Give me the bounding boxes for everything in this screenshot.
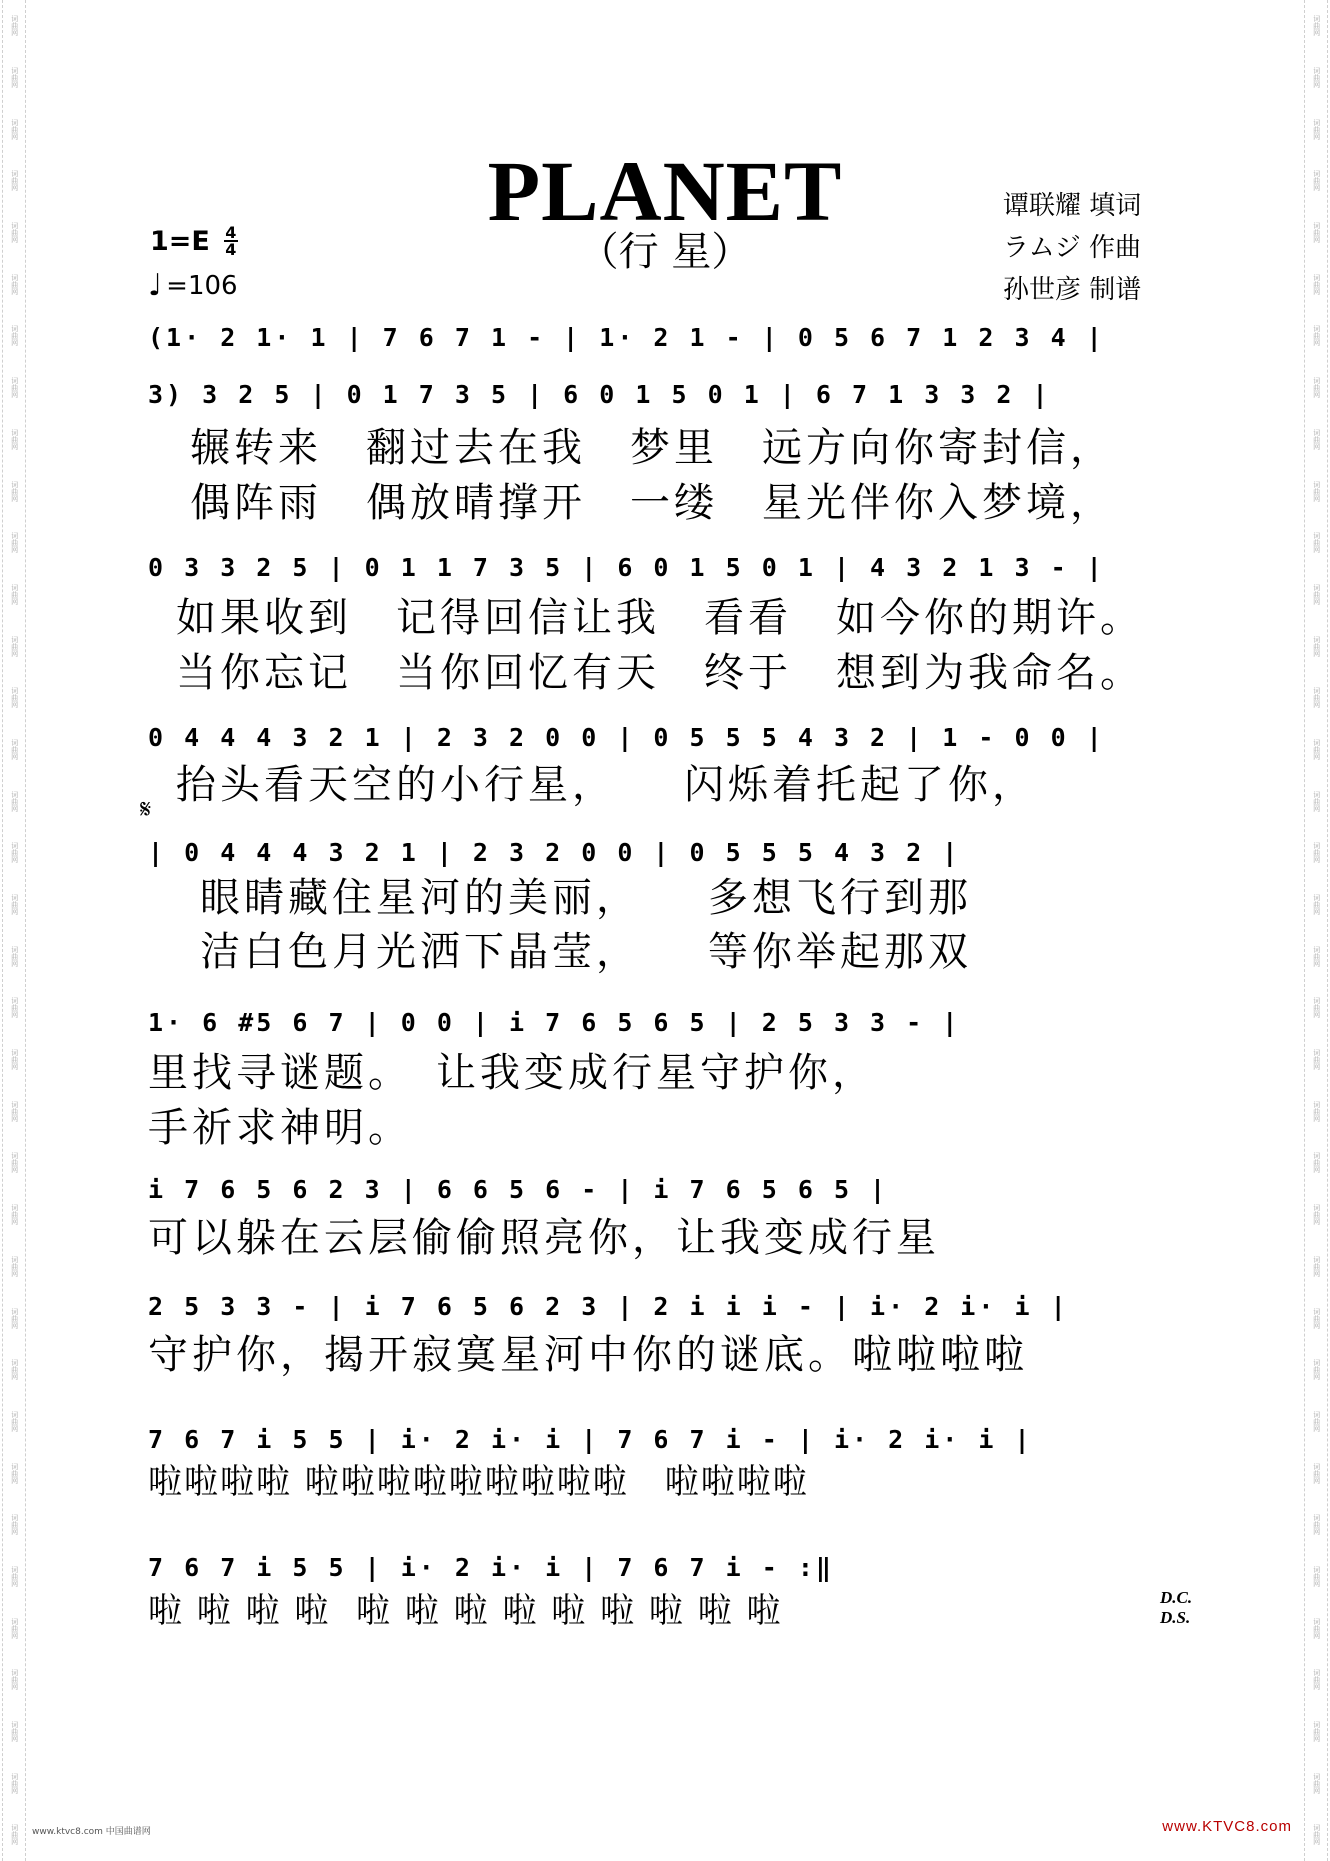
score-notes-line-3: 0 3 3 2 5 | 0 1 1 7 3 5 | 6 0 1 5 0 1 | 4 3 2 1 3 - |	[148, 553, 1105, 582]
right-watermark-strip: 词曲网 词曲网 词曲网 词曲网 词曲网 词曲网 词曲网 词曲网 词曲网 词曲网 词曲网 词曲网 词曲网 词曲网 词曲网 词曲网 词曲网 词曲网 词曲网 词曲网 词曲网 词曲网 词曲网 词曲网 词曲网 词曲网 词曲网 词曲网 词曲网 词曲网 词曲网 词曲网 词曲网 词曲网 词曲网 词曲网	[1304, 0, 1328, 1861]
song-title: PLANET	[487, 143, 843, 239]
ds-label: D.S.	[1160, 1608, 1191, 1627]
lyric-line-6a: 里找寻谜题。 让我变成行星守护你，	[148, 1050, 876, 1096]
score-notes-line-9: 7 6 7 i 5 5 | i· 2 i· i | 7 6 7 i - | i· 2 i· i |	[148, 1425, 1033, 1454]
tempo-value: =106	[166, 270, 238, 301]
credits-block	[1003, 185, 1141, 311]
dc-ds-marking	[1160, 1588, 1192, 1628]
key-label: 1=E	[150, 225, 210, 257]
tempo-marking	[148, 268, 238, 303]
time-signature-top: 4	[225, 223, 237, 242]
score-notes-line-2: 3) 3 2 5 | 0 1 7 3 5 | 6 0 1 5 0 1 | 6 7 1 3 3 2 |	[148, 380, 1051, 409]
key-signature	[150, 225, 238, 257]
time-signature	[224, 225, 238, 257]
lyric-line-3a: 如果收到 记得回信让我 看看 如今你的期许。	[176, 595, 1144, 641]
arranger-credit: 孙世彦 制谱	[1003, 275, 1142, 305]
footer-watermark-left: www.ktvc8.com 中国曲谱网	[32, 1827, 151, 1837]
lyric-line-6b: 手祈求神明。	[148, 1105, 412, 1151]
segno-icon: 𝄋	[140, 795, 152, 825]
dc-label: D.C.	[1160, 1588, 1193, 1607]
quarter-note-icon: ♩	[148, 268, 163, 303]
score-notes-line-7: i 7 6 5 6 2 3 | 6 6 5 6 - | i 7 6 5 6 5 |	[148, 1175, 889, 1204]
lyric-line-4a: 抬头看天空的小行星， 闪烁着托起了你，	[176, 762, 1036, 808]
score-notes-line-6: 1· 6 #5 6 7 | 0 0 | i 7 6 5 6 5 | 2 5 3 3 - |	[148, 1008, 961, 1037]
lyric-line-5b: 洁白色月光洒下晶莹， 等你举起那双	[200, 929, 972, 975]
lyric-line-2b: 偶阵雨 偶放晴撑开 一缕 星光伴你入梦境，	[190, 480, 1114, 526]
score-notes-line-4: 0 4 4 4 3 2 1 | 2 3 2 0 0 | 0 5 5 5 4 3 2 | 1 - 0 0 |	[148, 723, 1105, 752]
score-notes-line-5: | 0 4 4 4 3 2 1 | 2 3 2 0 0 | 0 5 5 5 4 3 2 |	[148, 838, 961, 867]
lyric-line-2a: 辗转来 翻过去在我 梦里 远方向你寄封信，	[190, 425, 1114, 471]
score-notes-line-8: 2 5 3 3 - | i 7 6 5 6 2 3 | 2 i i i - | i· 2 i· i |	[148, 1292, 1069, 1321]
lyric-line-3b: 当你忘记 当你回忆有天 终于 想到为我命名。	[176, 650, 1144, 696]
lyric-line-8a: 守护你，揭开寂寞星河中你的谜底。啦啦啦啦	[148, 1332, 1028, 1378]
footer-watermark-right: www.KTVC8.com	[1162, 1818, 1292, 1835]
lyricist-credit: 谭联耀 填词	[1003, 191, 1142, 221]
song-subtitle: （行 星）	[578, 229, 752, 275]
time-signature-bottom: 4	[225, 240, 237, 259]
composer-credit: ラムジ 作曲	[1003, 233, 1142, 263]
score-notes-line-1: (1· 2 1· 1 | 7 6 7 1 - | 1· 2 1 - | 0 5 6 7 1 2 3 4 |	[148, 323, 1105, 352]
lyric-line-9a: 啦啦啦啦 啦啦啦啦啦啦啦啦啦 啦啦啦啦	[148, 1462, 809, 1502]
score-notes-line-10: 7 6 7 i 5 5 | i· 2 i· i | 7 6 7 i - :‖	[148, 1553, 834, 1582]
left-watermark-strip: 词曲网 词曲网 词曲网 词曲网 词曲网 词曲网 词曲网 词曲网 词曲网 词曲网 词曲网 词曲网 词曲网 词曲网 词曲网 词曲网 词曲网 词曲网 词曲网 词曲网 词曲网 词曲网 词曲网 词曲网 词曲网 词曲网 词曲网 词曲网 词曲网 词曲网 词曲网 词曲网 词曲网 词曲网 词曲网 词曲网	[2, 0, 26, 1861]
lyric-line-5a: 眼睛藏住星河的美丽， 多想飞行到那	[200, 875, 972, 921]
lyric-line-7a: 可以躲在云层偷偷照亮你，让我变成行星	[148, 1215, 940, 1261]
lyric-line-10a: 啦 啦 啦 啦 啦 啦 啦 啦 啦 啦 啦 啦 啦	[148, 1591, 783, 1631]
